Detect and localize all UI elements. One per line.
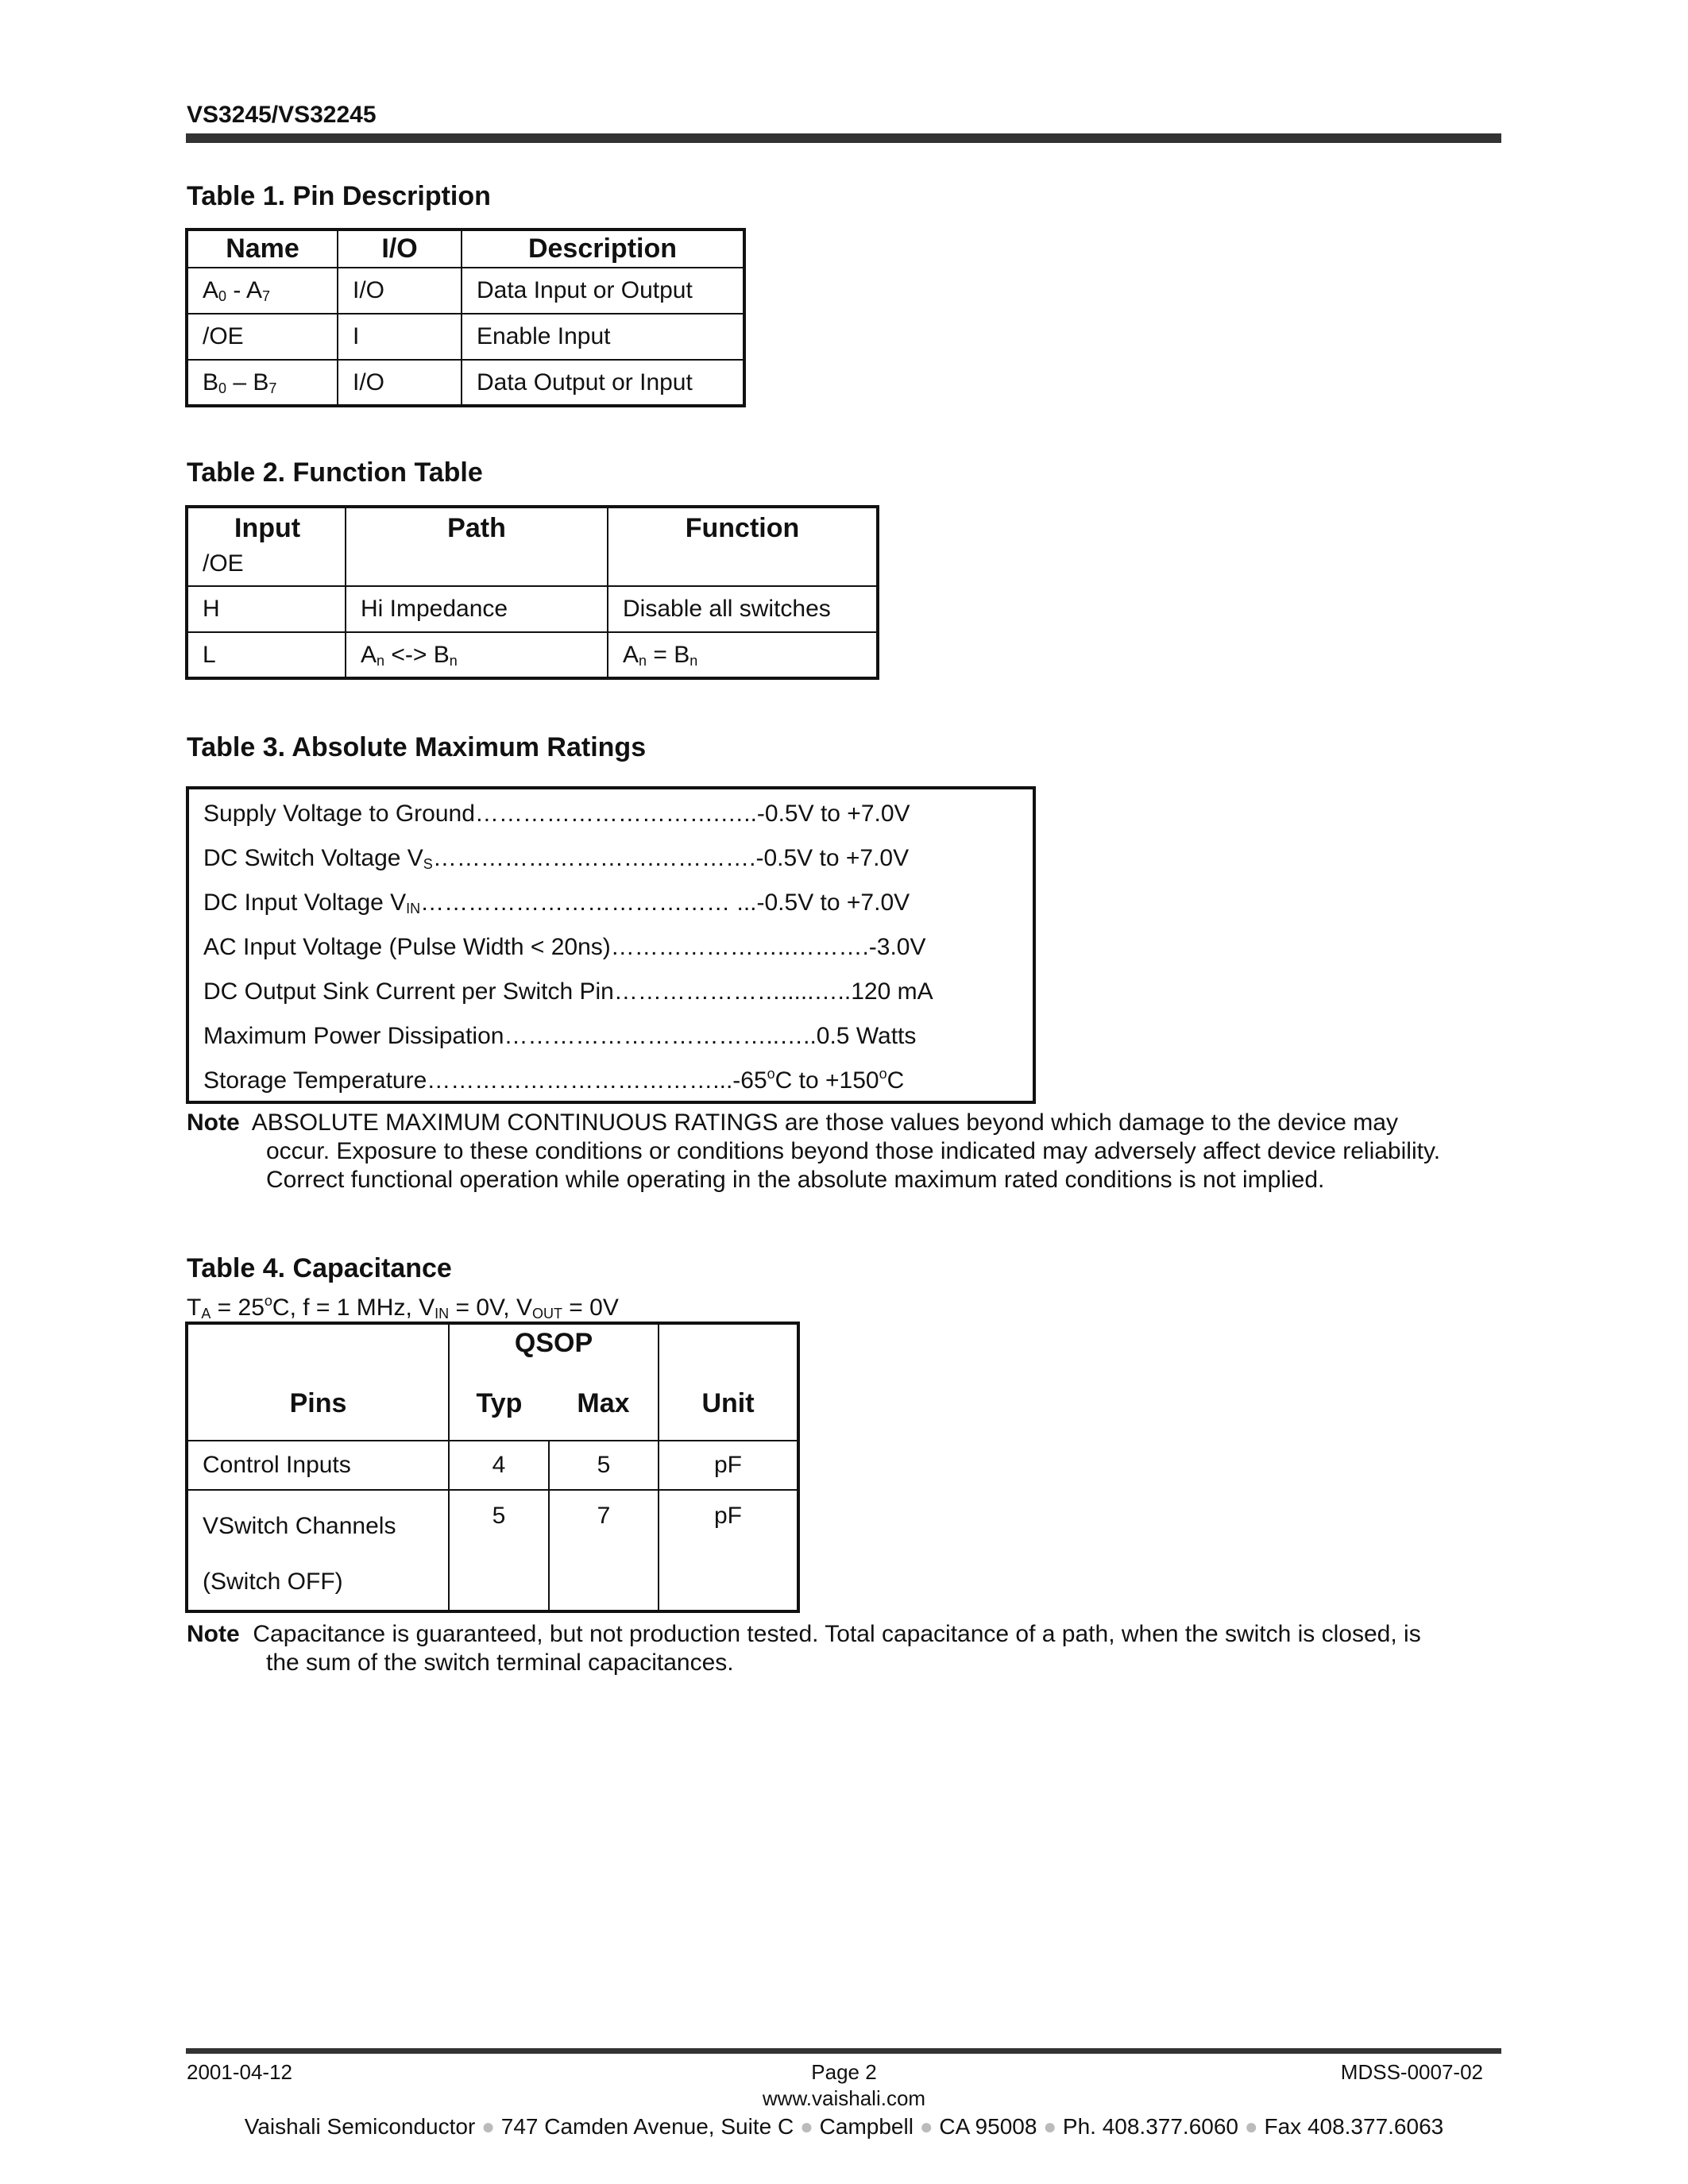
table-row (187, 360, 744, 406)
rating-ac-input-voltage: AC Input Voltage (Pulse Width < 20ns)…………………..……….-3.0V (203, 934, 926, 960)
table-header-row (187, 1323, 798, 1361)
pin-description: Enable Input (462, 314, 744, 360)
input-value: H (187, 586, 346, 632)
path-value: Hi Impedance (346, 586, 608, 632)
pin-io: I (338, 314, 462, 360)
col-header-function: Function (608, 507, 878, 586)
typ-value: 4 (449, 1441, 549, 1490)
table3-title: Table 3. Absolute Maximum Ratings (187, 732, 647, 762)
table2-title: Table 2. Function Table (187, 457, 483, 488)
unit-value: pF (659, 1490, 798, 1611)
pin-name: /OE (187, 314, 338, 360)
table-row (187, 632, 878, 678)
col-header-description: Description (462, 230, 744, 268)
footer-date: 2001-04-12 (187, 2060, 292, 2084)
table4-title: Table 4. Capacitance (187, 1253, 452, 1283)
max-value: 5 (549, 1441, 659, 1490)
pin-description: Data Output or Input (462, 360, 744, 406)
table1-title: Table 1. Pin Description (187, 181, 491, 211)
table-header-row (187, 230, 744, 268)
pins-value: VSwitch Channels (Switch OFF) (187, 1490, 449, 1611)
table-row (187, 586, 878, 632)
max-value: 7 (549, 1490, 659, 1611)
function-value: Disable all switches (608, 586, 878, 632)
document-header-title: VS3245/VS32245 (187, 102, 377, 128)
capacitance-note: Note Capacitance is guaranteed, but not production tested. Total capacitance of a path, when the switch is closed, is the sum of the switch terminal capacitances. (187, 1621, 1421, 1676)
col-header-qsop: QSOP (449, 1323, 659, 1361)
pin-io: I/O (338, 360, 462, 406)
pin-description: Data Input or Output (462, 268, 744, 314)
rating-dc-input-voltage: DC Input Voltage $V_{IN}\dots\dots\dots\dots\dots\dots\dots\dots\dots\dots\dots\dots\dots$ ...-0.5V to +7.0V (203, 889, 910, 916)
rating-dc-switch-voltage: DC Switch Voltage $V_S\dots\dots\dots\dots\dots\dots\dots\dots\dots.\dots\dots\dots\dots.-0.5V$ to +7.0V (203, 845, 910, 872)
capacitance-table (185, 1322, 800, 1613)
input-value: L (187, 632, 346, 678)
pin-name: $B_0 - B_7$ (187, 360, 338, 406)
col-header-name: Name (187, 230, 338, 268)
rating-supply-voltage: Supply Voltage to Ground………………………….…..-0.5V to +7.0V (203, 801, 910, 827)
footer-address: Vaishali Semiconductor ● 747 Camden Avenue, Suite C ● Campbell ● CA 95008 ● Ph. 408.377.6060 ● Fax 408.377.6063 (244, 2114, 1444, 2139)
pin-name: $A_0 - A_7$ (187, 268, 338, 314)
col-header-path: Path (346, 507, 608, 586)
note-label: Note (187, 1109, 240, 1136)
col-header-unit: Unit (659, 1323, 798, 1441)
pin-description-table (185, 228, 746, 407)
footer-website: www.vaishali.com (762, 2086, 926, 2110)
function-value: $A_n = B_n$ (608, 632, 878, 678)
col-header-typ: Typ (449, 1361, 549, 1441)
table-row (187, 314, 744, 360)
footer-rule (186, 2048, 1501, 2054)
table-row (187, 1441, 798, 1490)
table-row (187, 1490, 798, 1611)
pin-io: I/O (338, 268, 462, 314)
function-table (185, 505, 879, 680)
ratings-note: Note ABSOLUTE MAXIMUM CONTINUOUS RATINGS are those values beyond which damage to the device may occur. Exposure to these conditions or conditions beyond those indicated may adversely affect device reliability. Correct functional operation while operating in the absolute maximum rated conditions is not implied. (187, 1109, 1441, 1193)
col-header-max: Max (549, 1361, 659, 1441)
col-header-input: Input /OE (187, 507, 346, 586)
footer-page-number: Page 2 (811, 2060, 877, 2084)
rating-dc-output-current: DC Output Sink Current per Switch Pin………………….....…..120 mA (203, 978, 933, 1005)
rating-power-dissipation: Maximum Power Dissipation……………………………..…..0.5 Watts (203, 1023, 917, 1049)
typ-value: 5 (449, 1490, 549, 1611)
header-rule (186, 133, 1501, 143)
rating-storage-temperature: Storage Temperature………………………………...-65$^o$C to $+150^oC$ (203, 1066, 905, 1094)
unit-value: pF (659, 1441, 798, 1490)
pins-value: Control Inputs (187, 1441, 449, 1490)
footer-doc-number: MDSS-0007-02 (1340, 2060, 1483, 2084)
table-header-row (187, 507, 878, 586)
col-header-io: I/O (338, 230, 462, 268)
col-header-pins: Pins (187, 1323, 449, 1441)
note-label: Note (187, 1621, 240, 1647)
path-value: $A_n$ <-> $B_n$ (346, 632, 608, 678)
capacitance-conditions: $T_A = 25^oC$, f = 1 MHz, $V_{IN} = 0V$, $V_{OUT} = 0V$ (187, 1293, 619, 1322)
absolute-ratings-box (186, 786, 1036, 1104)
table-row (187, 268, 744, 314)
